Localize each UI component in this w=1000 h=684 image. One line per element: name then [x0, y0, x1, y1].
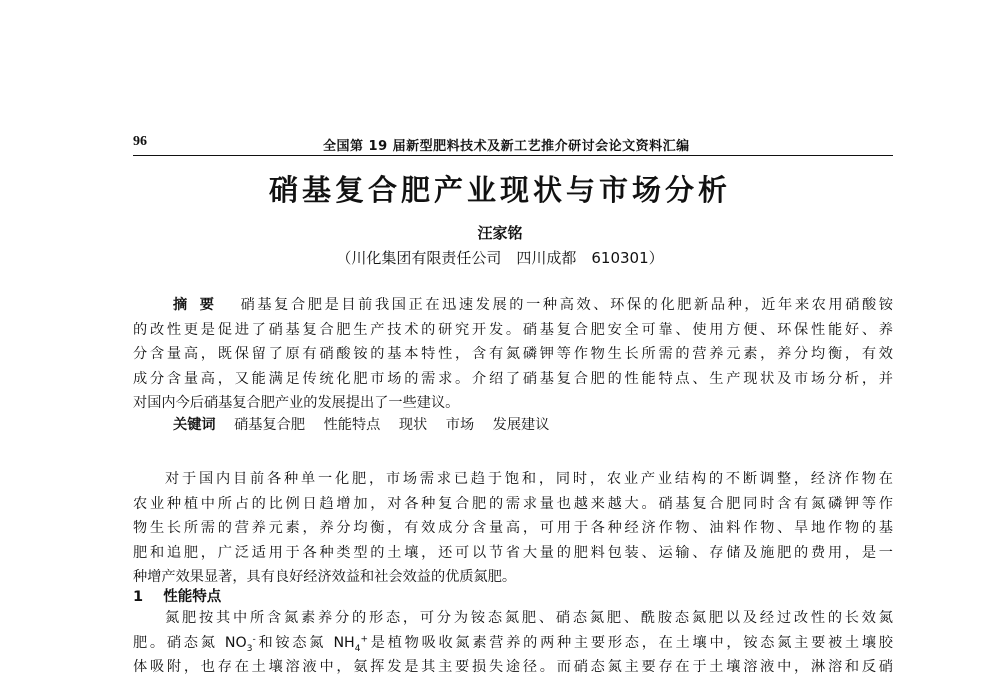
section-heading	[133, 585, 221, 606]
header-rule	[133, 155, 893, 156]
abstract-line: 分含量高，既保留了原有硝酸铵的基本特性，含有氮磷钾等作物生长所需的营养元素，养分均衡，有效	[133, 346, 893, 362]
keyword: 性能特点	[323, 417, 381, 433]
abstract-label: 摘要	[173, 297, 227, 313]
subscript: 4	[354, 643, 361, 654]
subscript: 3	[246, 643, 253, 654]
superscript: +	[360, 633, 369, 644]
text-run: 是植物吸收氮素营养的两种主要形态，在土壤中，铵态氮主要被土壤胶	[368, 634, 893, 651]
section-title: 性能特点	[163, 589, 222, 605]
intro-paragraph	[133, 467, 893, 590]
abstract-line	[133, 293, 893, 318]
article-title: 硝基复合肥产业现状与市场分析	[268, 173, 731, 207]
paragraph-line: 种增产效果显著，具有良好经济效益和社会效益的优质氮肥。	[133, 569, 517, 585]
abstract	[133, 293, 893, 416]
page-header	[133, 134, 893, 154]
paragraph-line	[133, 631, 893, 656]
abstract-line: 的改性更是促进了硝基复合肥生产技术的研究开发。硝基复合肥安全可靠、使用方便、环保性能好、养	[133, 321, 893, 338]
text-run: 肥。硝态氮 NO	[133, 634, 247, 651]
abstract-line: 对国内今后硝基复合肥产业的发展提出了一些建议。	[133, 395, 460, 411]
keyword: 现状	[398, 417, 428, 433]
text-run: 和铵态氮 NH	[255, 634, 355, 651]
superscript: -	[252, 633, 256, 644]
keywords-label: 关键词	[173, 417, 216, 433]
page-number: 96	[133, 134, 147, 149]
article-affiliation: （川化集团有限责任公司 四川成都 610301）	[336, 249, 664, 267]
section-number: 1	[133, 589, 144, 605]
paragraph-line: 农业种植中所占的比例日趋增加，对各种复合肥的需求量也越来越大。硝基复合肥同时含有氮磷钾等作	[133, 495, 893, 512]
abstract-line: 成分含量高，又能满足传统化肥市场的需求。介绍了硝基复合肥的性能特点、生产现状及市场分析，并	[133, 370, 893, 387]
running-head: 全国第 19 届新型肥料技术及新工艺推介研讨会论文资料汇编	[323, 139, 690, 154]
paragraph-line: 对于国内目前各种单一化肥，市场需求已趋于饱和，同时，农业产业结构的不断调整，经济作物在	[165, 471, 893, 487]
paragraph-line: 体吸附，也存在土壤溶液中，氨挥发是其主要损失途径。而硝态氮主要存在于土壤溶液中，淋溶和反硝	[133, 659, 893, 675]
abstract-text: 硝基复合肥是目前我国正在迅速发展的一种高效、环保的化肥新品种，近年来农用硝酸铵	[240, 297, 893, 313]
paragraph-line: 肥和追肥，广泛适用于各种类型的土壤，还可以节省大量的肥料包装、运输、存储及施肥的费用，是一	[133, 544, 893, 561]
keyword: 市场	[445, 417, 475, 433]
keyword: 发展建议	[492, 417, 550, 433]
article-author: 汪家铭	[477, 224, 523, 242]
keyword: 硝基复合肥	[234, 417, 306, 433]
section1-paragraph	[133, 606, 893, 680]
keywords	[133, 414, 893, 434]
paragraph-line: 氮肥按其中所含氮素养分的形态，可分为铵态氮肥、硝态氮肥、酰胺态氮肥以及经过改性的长效氮	[165, 610, 893, 626]
paragraph-line: 物生长所需的营养元素，养分均衡，有效成分含量高，可用于各种经济作物、油料作物、旱地作物的基	[133, 520, 893, 536]
